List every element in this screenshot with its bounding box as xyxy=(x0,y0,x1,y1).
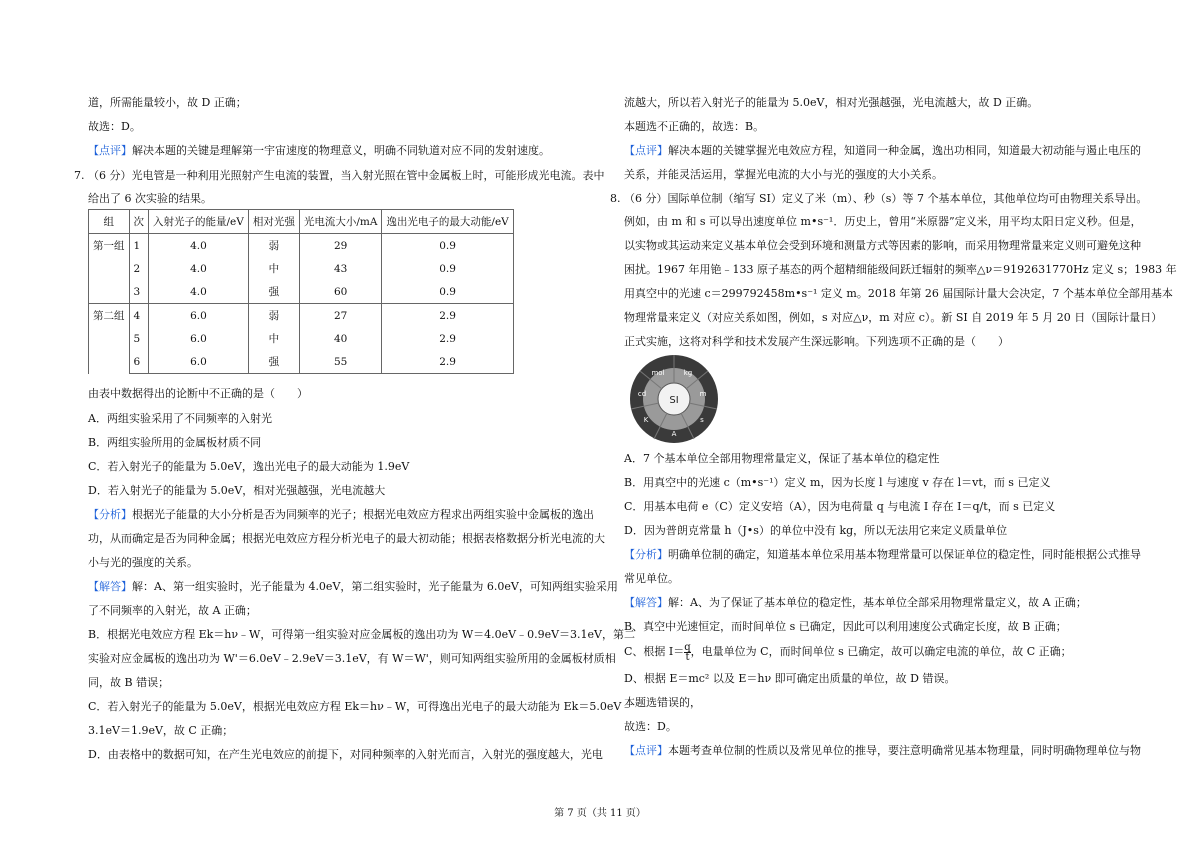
table-cell: 6 xyxy=(129,350,149,374)
solution-line: D、根据 E＝mc² 以及 E＝hν 即可确定出质量的单位，故 D 错误。 xyxy=(624,672,956,685)
group-name: 第二组 xyxy=(89,304,130,374)
table-header-row xyxy=(89,210,514,234)
table-cell: 强 xyxy=(248,280,299,304)
solution-line: B．根据光电效应方程 Ek＝hν﹣W，可得第一组实验对应金属板的逸出功为 W＝4.0eV﹣0.9eV＝3.1eV，第二 xyxy=(88,628,635,641)
comment-tag: 【点评】 xyxy=(88,144,132,157)
table-cell: 1 xyxy=(129,234,149,258)
table-row xyxy=(89,304,514,328)
table-cell: 4.0 xyxy=(149,280,249,304)
option-d: D．因为普朗克常量 h（J•s）的单位中没有 kg，所以无法用它来定义质量单位 xyxy=(624,524,1008,537)
table-cell: 40 xyxy=(299,327,382,350)
option-a: A．7 个基本单位全部用物理常量定义，保证了基本单位的稳定性 xyxy=(624,452,940,465)
analysis-line: 小与光的强度的关系。 xyxy=(88,556,198,569)
wheel-unit-label: mol xyxy=(651,369,665,377)
comment-line: 关系，并能灵活运用，掌握光电流的大小与光的强度的大小关系。 xyxy=(624,168,943,181)
comment-tag: 【点评】 xyxy=(624,744,668,757)
text-line: 故选：D。 xyxy=(88,120,141,133)
solution-line xyxy=(624,596,1087,610)
option-d: D．若入射光子的能量为 5.0eV，相对光强越强，光电流越大 xyxy=(88,484,386,497)
table-cell: 6.0 xyxy=(149,327,249,350)
wheel-center-label: SI xyxy=(669,395,679,406)
table-cell: 中 xyxy=(248,327,299,350)
text-line: 流越大，所以若入射光子的能量为 5.0eV，相对光强越强，光电流越大，故 D 正确。 xyxy=(624,96,1039,109)
analysis-text: 明确单位制的确定，知道基本单位采用基本物理常量可以保证单位的稳定性，同时能根据公式推导 xyxy=(668,548,1141,561)
question-stem: （6 分）光电管是一种利用光照射产生电流的装置，当入射光照在管中金属板上时，可能形成光电流。表中 xyxy=(88,169,605,182)
analysis-text: 根据光子能量的大小分析是否为同频率的光子；根据光电效应方程求出两组实验中金属板的逸出 xyxy=(132,508,594,521)
table-cell: 2.9 xyxy=(382,327,513,350)
table-header-cell: 次 xyxy=(129,210,149,234)
solution-tag: 【解答】 xyxy=(88,580,132,593)
table-cell: 4.0 xyxy=(149,234,249,258)
comment-line xyxy=(88,144,550,158)
solution-line: 本题选错误的， xyxy=(624,696,701,709)
comment-line xyxy=(624,744,1141,758)
analysis-line xyxy=(624,548,1141,562)
table-cell: 6.0 xyxy=(149,304,249,328)
wheel-unit-label: m xyxy=(699,390,707,398)
table-header-cell: 相对光强 xyxy=(248,210,299,234)
comment-line xyxy=(624,144,1141,158)
table-header-cell: 光电流大小/mA xyxy=(299,210,382,234)
question-stem: 例如，由 m 和 s 可以导出速度单位 m•s⁻¹．历史上，曾用“米原器”定义米，用平均太阳日定义秒。但是， xyxy=(624,215,1142,228)
table-cell: 29 xyxy=(299,234,382,258)
comment-text: 解决本题的关键掌握光电效应方程，知道同一种金属，逸出功相同，知道最大初动能与遏止电压的 xyxy=(668,144,1141,157)
solution-line: B、真空中光速恒定，而时间单位 s 已确定，因此可以利用速度公式确定长度，故 B 正确； xyxy=(624,620,1067,633)
table-cell: 0.9 xyxy=(382,234,513,258)
analysis-line: 功，从而确定是否为同种金属；根据光电效应方程分析光电子的最大初动能；根据表格数据分析光电流的大 xyxy=(88,532,605,545)
analysis-tag: 【分析】 xyxy=(624,548,668,561)
wheel-unit-label: K xyxy=(643,416,649,424)
solution-text: C、根据 I＝ xyxy=(624,645,685,658)
question-stem: 以实物或其运动来定义基本单位会受到环境和测量方式等因素的影响，而采用物理常量来定义则可避免这种 xyxy=(624,239,1141,252)
fraction-numerator: q xyxy=(684,641,691,653)
question-stem: （6 分）国际单位制（缩写 SI）定义了米（m）、秒（s）等 7 个基本单位，其他单位均可由物理关系导出。 xyxy=(624,192,1148,205)
table-row xyxy=(89,257,514,280)
table-cell: 55 xyxy=(299,350,382,374)
solution-text: ，电量单位为 C，而时间单位 s 已确定，故可以确定电流的单位，故 C 正确； xyxy=(690,645,1072,658)
table-row xyxy=(89,280,514,304)
option-c: C．若入射光子的能量为 5.0eV，逸出光电子的最大动能为 1.9eV xyxy=(88,460,410,473)
solution-line: 故选：D。 xyxy=(624,720,677,733)
table-cell: 4.0 xyxy=(149,257,249,280)
si-unit-wheel xyxy=(628,354,720,444)
question-stem: 给出了 6 次实验的结果。 xyxy=(88,192,212,205)
fraction-denominator: t xyxy=(685,651,690,663)
table-row xyxy=(89,234,514,258)
table-row xyxy=(89,327,514,350)
table-cell: 4 xyxy=(129,304,149,328)
option-b: B．两组实验所用的金属板材质不同 xyxy=(88,436,262,449)
solution-line: 同，故 B 错误； xyxy=(88,676,170,689)
question-stem: 困扰。1967 年用铯﹣133 原子基态的两个超精细能级间跃迁辐射的频率△ν＝9192631770Hz 定义 s；1983 年 xyxy=(624,263,1177,276)
table-header-cell: 组 xyxy=(89,210,130,234)
solution-line: D．由表格中的数据可知，在产生光电效应的前提下，对同种频率的入射光而言，入射光的强度越大，光电 xyxy=(88,748,603,761)
analysis-line: 常见单位。 xyxy=(624,572,679,585)
group-name: 第一组 xyxy=(89,234,130,304)
solution-line: C．若入射光子的能量为 5.0eV，根据光电效应方程 Ek＝hν﹣W，可得逸出光电子的最大动能为 Ek＝5.0eV﹣ xyxy=(88,700,633,713)
solution-line xyxy=(88,580,618,594)
table-cell: 43 xyxy=(299,257,382,280)
solution-line: 了不同频率的入射光，故 A 正确； xyxy=(88,604,257,617)
experiment-table xyxy=(88,209,514,374)
page-footer: 第 7 页（共 11 页） xyxy=(554,808,646,819)
solution-line xyxy=(624,642,1072,662)
table-cell: 2.9 xyxy=(382,304,513,328)
table-cell: 3 xyxy=(129,280,149,304)
table-cell: 弱 xyxy=(248,234,299,258)
wheel-unit-label: A xyxy=(671,430,677,438)
question-stem: 正式实施，这将对科学和技术发展产生深远影响。下列选项不正确的是（ ） xyxy=(624,335,1009,348)
comment-text: 本题考查单位制的性质以及常见单位的推导，要注意明确常见基本物理量，同时明确物理单位与物 xyxy=(668,744,1141,757)
comment-text: 解决本题的关键是理解第一宇宙速度的物理意义，明确不同轨道对应不同的发射速度。 xyxy=(132,144,550,157)
question-ask: 由表中数据得出的论断中不正确的是（ ） xyxy=(88,387,308,400)
table-header-cell: 入射光子的能量/eV xyxy=(149,210,249,234)
analysis-line xyxy=(88,508,594,522)
table-cell: 2 xyxy=(129,257,149,280)
text-line: 道，所需能量较小，故 D 正确； xyxy=(88,96,247,109)
solution-line: 实验对应金属板的逸出功为 W'＝6.0eV﹣2.9eV＝3.1eV，有 W＝W'，则可知两组实验所用的金属板材质相 xyxy=(88,652,616,665)
question-number: 8. xyxy=(610,192,621,205)
table-cell: 弱 xyxy=(248,304,299,328)
wheel-unit-label: cd xyxy=(637,390,647,398)
solution-text: 解：A、第一组实验时，光子能量为 4.0eV，第二组实验时，光子能量为 6.0eV，可知两组实验采用 xyxy=(132,580,618,593)
question-number: 7. xyxy=(74,169,85,182)
solution-text: 解：A、为了保证了基本单位的稳定性，基本单位全部采用物理常量定义，故 A 正确； xyxy=(668,596,1087,609)
table-cell: 5 xyxy=(129,327,149,350)
text-line: 本题选不正确的，故选：B。 xyxy=(624,120,765,133)
wheel-unit-label: s xyxy=(700,416,704,424)
analysis-tag: 【分析】 xyxy=(88,508,132,521)
comment-tag: 【点评】 xyxy=(624,144,668,157)
question-stem: 物理常量来定义（对应关系如图，例如，s 对应△ν，m 对应 c）。新 SI 自 2019 年 5 月 20 日（国际计量日） xyxy=(624,311,1163,324)
table-cell: 2.9 xyxy=(382,350,513,374)
table-row xyxy=(89,350,514,374)
table-cell: 60 xyxy=(299,280,382,304)
table-cell: 强 xyxy=(248,350,299,374)
solution-line: 3.1eV＝1.9eV，故 C 正确； xyxy=(88,724,234,737)
option-a: A．两组实验采用了不同频率的入射光 xyxy=(88,412,272,425)
table-cell: 0.9 xyxy=(382,257,513,280)
question-stem: 用真空中的光速 c＝299792458m•s⁻¹ 定义 m。2018 年第 26 届国际计量大会决定，7 个基本单位全部用基本 xyxy=(624,287,1173,300)
table-header-cell: 逸出光电子的最大动能/eV xyxy=(382,210,513,234)
table-cell: 27 xyxy=(299,304,382,328)
solution-tag: 【解答】 xyxy=(624,596,668,609)
option-b: B．用真空中的光速 c（m•s⁻¹）定义 m，因为长度 l 与速度 v 存在 l＝vt，而 s 已定义 xyxy=(624,476,1051,489)
table-cell: 0.9 xyxy=(382,280,513,304)
option-c: C．用基本电荷 e（C）定义安培（A），因为电荷量 q 与电流 I 存在 I＝q/t，而 s 已定义 xyxy=(624,500,1056,513)
table-cell: 中 xyxy=(248,257,299,280)
wheel-unit-label: kg xyxy=(683,369,693,377)
table-cell: 6.0 xyxy=(149,350,249,374)
